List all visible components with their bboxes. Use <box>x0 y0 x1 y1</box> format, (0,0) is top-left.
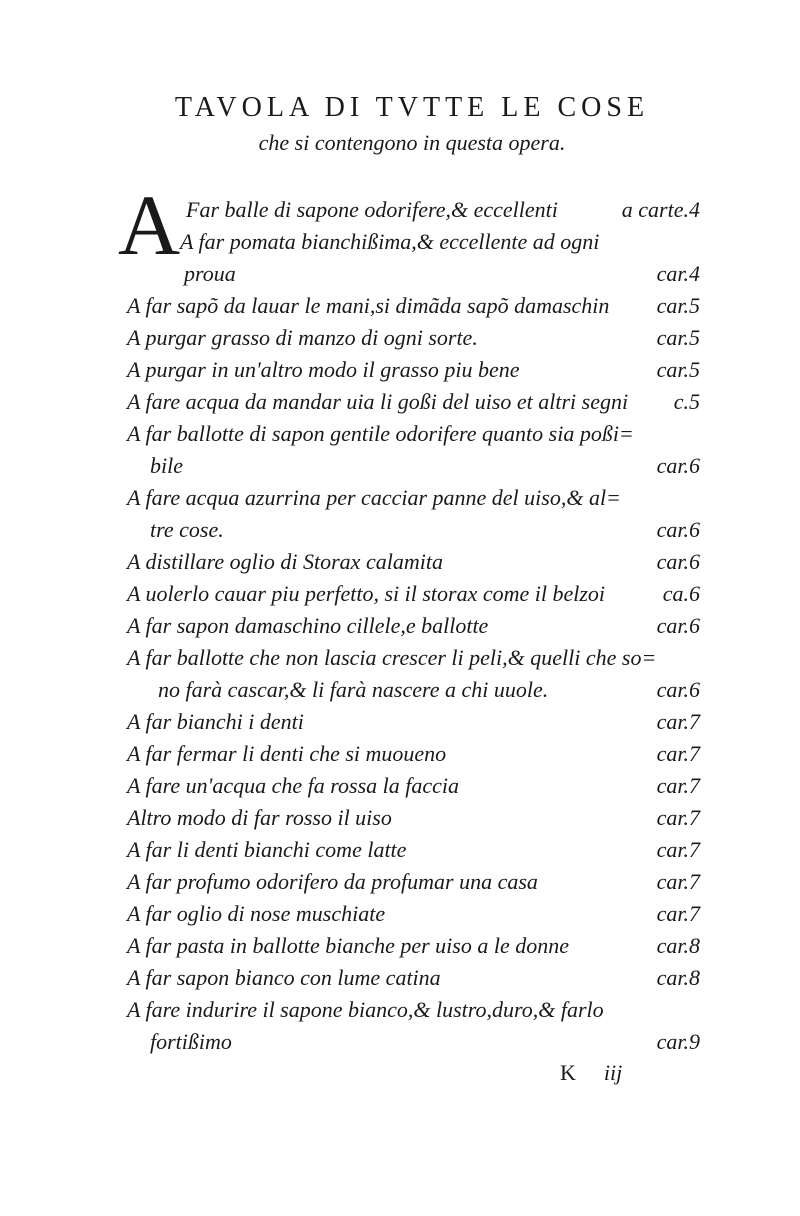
toc-line <box>0 674 800 706</box>
toc-line <box>0 258 800 290</box>
toc-line <box>0 418 800 450</box>
toc-line <box>0 834 800 866</box>
drop-cap: A <box>118 177 181 273</box>
toc-line <box>0 578 800 610</box>
toc-line <box>0 994 800 1026</box>
toc-line-ref: car.7 <box>656 773 700 798</box>
toc-line-text: A distillare oglio di Storax calamita <box>127 549 443 574</box>
toc-line-ref: car.5 <box>656 357 700 382</box>
toc-line-text: A far fermar li denti che si muoueno <box>127 741 447 766</box>
toc-line-text: A far ballotte di sapon gentile odorifere quanto sia poßi= <box>127 421 634 446</box>
toc-line <box>0 962 800 994</box>
toc-line <box>0 1026 800 1058</box>
toc-line-text: A far sapon bianco con lume catina <box>127 965 441 990</box>
toc-line-text: A far sapõ da lauar le mani,si dimãda sapõ damaschin <box>127 293 610 318</box>
toc-line <box>0 322 800 354</box>
toc-line-text: A purgar grasso di manzo di ogni sorte. <box>127 325 478 350</box>
toc-line-ref: ca.6 <box>662 581 700 606</box>
page-signature <box>560 1060 622 1086</box>
signature-leaf: iij <box>603 1060 623 1085</box>
toc-line-ref: car.7 <box>656 901 700 926</box>
toc-line-text: bile <box>150 453 183 478</box>
toc-line <box>0 482 800 514</box>
page-subtitle: che si contengono in questa opera. <box>258 130 566 155</box>
toc-line-ref: car.7 <box>656 869 700 894</box>
toc-line <box>0 546 800 578</box>
toc-line <box>0 226 800 258</box>
signature-letter: K <box>560 1060 576 1085</box>
toc-line <box>0 770 800 802</box>
toc-line-text: no farà cascar,& li farà nascere a chi uuole. <box>158 677 549 702</box>
toc-line-text: A far pasta in ballotte bianche per uiso a le donne <box>127 933 569 958</box>
toc-line-text: A fare acqua da mandar uia li goßi del uiso et altri segni <box>127 389 629 414</box>
toc-line <box>0 354 800 386</box>
toc-line <box>0 706 800 738</box>
toc-line <box>0 898 800 930</box>
toc-line-text: A far sapon damaschino cillele,e ballotte <box>127 613 489 638</box>
toc-line <box>0 450 800 482</box>
toc-line-text: A fare indurire il sapone bianco,& lustro,duro,& farlo <box>127 997 604 1022</box>
toc-line-text: A far pomata bianchißima,& eccellente ad ogni <box>180 229 600 254</box>
toc-line-ref: car.9 <box>656 1029 700 1054</box>
toc-line-ref: car.7 <box>656 709 700 734</box>
toc-line-ref: car.5 <box>656 325 700 350</box>
toc-line <box>0 642 800 674</box>
toc-line <box>0 866 800 898</box>
toc-line-text: A far oglio di nose muschiate <box>127 901 386 926</box>
toc-line <box>0 802 800 834</box>
toc-line-ref: car.7 <box>656 805 700 830</box>
toc-line-text: A far li denti bianchi come latte <box>127 837 407 862</box>
toc-line-ref: car.6 <box>656 677 700 702</box>
toc-line-text: proua <box>184 261 236 286</box>
toc-line-ref: car.6 <box>656 613 700 638</box>
toc-line-ref: c.5 <box>673 389 700 414</box>
toc-line-text: A fare acqua azurrina per cacciar panne del uiso,& al= <box>127 485 621 510</box>
toc-line-text: fortißimo <box>150 1029 232 1054</box>
toc-line-text: A far profumo odorifero da profumar una casa <box>127 869 538 894</box>
toc-line-text: Altro modo di far rosso il uiso <box>127 805 392 830</box>
toc-line-text: A purgar in un'altro modo il grasso piu bene <box>127 357 520 382</box>
toc-line <box>0 194 800 226</box>
toc-line-ref: car.7 <box>656 741 700 766</box>
toc-line-ref: car.6 <box>656 549 700 574</box>
toc-line-ref: a carte.4 <box>621 197 700 222</box>
toc-line-text: A far ballotte che non lascia crescer li peli,& quelli che so= <box>127 645 657 670</box>
toc-line-text: tre cose. <box>150 517 224 542</box>
toc-line-text: Far balle di sapone odorifere,& eccellenti <box>186 197 558 222</box>
page-title: TAVOLA DI TVTTE LE COSE <box>174 92 650 123</box>
toc-line <box>0 386 800 418</box>
toc-line-text: A uolerlo cauar piu perfetto, si il storax come il belzoi <box>127 581 606 606</box>
toc-line-ref: car.8 <box>656 965 700 990</box>
toc-line <box>0 738 800 770</box>
toc-line-text: A fare un'acqua che fa rossa la faccia <box>127 773 460 798</box>
toc-line-ref: car.5 <box>656 293 700 318</box>
toc-line-ref: car.6 <box>656 517 700 542</box>
toc-line <box>0 290 800 322</box>
toc-line-ref: car.7 <box>656 837 700 862</box>
toc-line <box>0 514 800 546</box>
toc-line-ref: car.8 <box>656 933 700 958</box>
toc-line <box>0 930 800 962</box>
toc-line-ref: car.6 <box>656 453 700 478</box>
toc-line <box>0 610 800 642</box>
toc-line-text: A far bianchi i denti <box>127 709 304 734</box>
toc-line-ref: car.4 <box>656 261 700 286</box>
